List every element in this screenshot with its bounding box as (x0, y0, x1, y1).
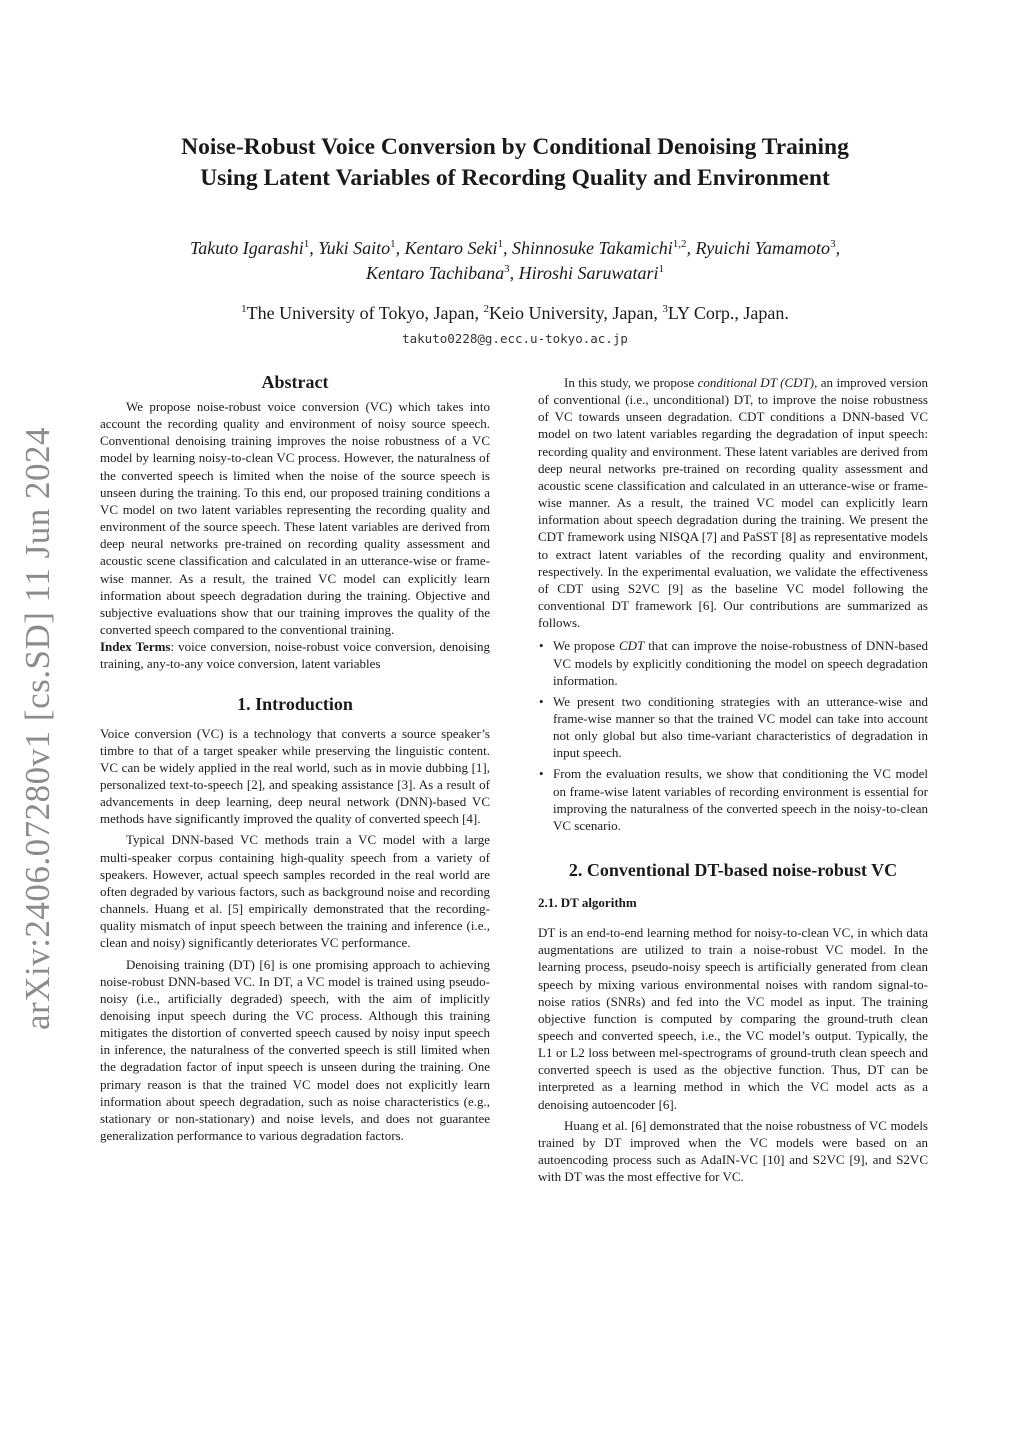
author-name: Ryuichi Yamamoto (695, 238, 831, 258)
author-affil-sup: 3 (504, 263, 510, 275)
text-run: We propose (553, 638, 619, 654)
author-name: Kentaro Tachibana (365, 263, 505, 283)
index-terms-label: Index Terms (100, 639, 171, 655)
affil-sup: 1 (241, 303, 247, 315)
list-item (538, 765, 928, 834)
author-separator: , (309, 238, 319, 258)
text-run: an improved version of conventional (i.e., unconditional) DT, to improve the noise robustness of VC towards unseen degradation. CDT conditions a DNN-based VC model on two latent variables regarding the degradation of input speech: recording quality and environment. These latent variables are derived from deep neural networks pre-trained on recording quality assessment and acoustic scene classification and calculated in an utterance-wise or frame-wise manner. As a result, the trained VC model can explicitly learn information about speech degradation during the training. We present the CDT framework using NISQA [7] and PaSST [8] as representative models to extract latent variables of the recording quality and environment, respectively. In the experimental evaluation, we validate the effectiveness of CDT using S2VC [9] as the baseline VC model following the conventional DT framework [6]. Our contributions are summarized as follows. (538, 375, 928, 631)
author-affil-sup: 1 (390, 238, 396, 250)
list-item (538, 637, 928, 688)
title-line-1: Noise-Robust Voice Conversion by Conditional Denoising Training (181, 134, 849, 160)
author-affil-sup: 1 (497, 238, 503, 250)
text-run: We present two conditioning strategies with an utterance-wise and frame-wise manner so that the trained VC model can take into account not only global but also time-variant characteristics of degradation in input speech. (553, 693, 928, 761)
bullet-icon: • (539, 766, 544, 782)
paper-title (100, 132, 930, 194)
intro-paragraph-3: Denoising training (DT) [6] is one promising approach to achieving noise-robust DNN-based VC. In DT, a VC model is trained using pseudo-noisy (i.e., artificially degraded) speech, with the aim of implicitly denoising input speech during the VC process. Although this training mitigates the distortion of converted speech caused by noisy input speech in inference, the naturalness of the converted speech is still limited when the degradation factor of input speech is unseen during the training. One primary reason is that the trained VC model does not explicitly learn information about speech degradation, such as noise characteristics (e.g., stationary or non-stationary) and noise levels, and does not guarantee generalization performance to various degradation factors. (100, 956, 490, 1144)
author-separator: , (395, 238, 405, 258)
author-separator: , (835, 238, 841, 258)
section-2-heading: 2. Conventional DT-based noise-robust VC (568, 860, 898, 881)
list-item (538, 693, 928, 762)
abstract-body: We propose noise-robust voice conversion (VC) which takes into account the recording quality and environment of noisy source speech. Conventional denoising training improves the noise robustness of a VC model by learning noisy-to-clean VC process. However, the naturalness of the converted speech is limited when the noise of the source speech is unseen during the training. To this end, our proposed training conditions a VC model on two latent variables representing the recording quality and environment of the source speech. These latent variables are derived from deep neural networks pre-trained on recording quality assessment and acoustic scene classification and calculated in an utterance-wise or frame-wise manner. As a result, the trained VC model can explicitly learn information about speech degradation during the training. Objective and subjective evaluations show that our training improves the quality of the converted speech compared to the conventional training. (100, 399, 490, 638)
section2-paragraph-1: DT is an end-to-end learning method for noisy-to-clean VC, in which data augmentations are utilized to train a noise-robust VC model. In the learning process, pseudo-noisy speech is artificially generated from clean speech by mixing various environmental noises with random signal-to-noise ratios (SNRs) and fed into the VC model as input. The training objective function is computed by comparing the ground-truth clean speech and converted speech, i.e., the VC model’s output. Typically, the L1 or L2 loss between mel-spectrograms of ground-truth clean speech and converted speech is used as the objective function. Thus, DT can be interpreted as a learning method in which the VC model acts as a denoising autoencoder [6]. (538, 925, 928, 1112)
section2-paragraph-2: Huang et al. [6] demonstrated that the noise robustness of VC models trained by DT improved when the VC models were based on an autoencoding process such as AdaIN-VC [10] and S2VC [9], and S2VC with DT was the most effective for VC. (538, 1117, 928, 1185)
section-1-heading: 1. Introduction (237, 693, 353, 714)
author-line-1 (100, 236, 930, 261)
text-run: In this study, we propose (564, 375, 698, 390)
affil-text: Keio University, Japan, (489, 303, 663, 323)
author-affil-sup: 1,2 (672, 238, 687, 250)
author-affil-sup: 1 (658, 263, 665, 275)
left-column (100, 370, 490, 1144)
bullet-icon: • (539, 693, 544, 709)
author-affil-sup: 3 (830, 238, 836, 250)
author-list (100, 236, 930, 286)
author-name: Hiroshi Saruwatari (518, 263, 659, 283)
intro-paragraph-1: Voice conversion (VC) is a technology that converts a source speaker’s timbre to that of a target speaker while preserving the linguistic content. VC can be widely applied in the real world, such as in movie dubbing [1], personalized text-to-speech [2], and speaking assistance [3]. As a result of advancements in deep learning, deep neural network (DNN)-based VC methods have significantly improved the quality of converted speech [4]. (100, 725, 490, 827)
author-name: Shinnosuke Takamichi (511, 238, 673, 258)
index-terms-text: : voice conversion, noise-robust voice conversion, denoising training, any-to-any voice conversion, latent variables (100, 639, 490, 672)
intro-paragraph-4 (538, 374, 928, 631)
contact-email[interactable]: takuto0228@g.ecc.u-tokyo.ac.jp (402, 331, 628, 346)
index-terms (100, 638, 490, 672)
author-name: Takuto Igarashi (189, 238, 304, 258)
subsection-2-1-heading: 2.1. DT algorithm (538, 895, 637, 911)
author-line-2 (100, 261, 930, 286)
abstract-heading: Abstract (261, 372, 329, 392)
cdt-term: CDT (618, 638, 645, 654)
right-column (538, 374, 928, 1185)
contributions-list (538, 637, 928, 834)
text-run: that can improve the noise-robustness of DNN-based VC models by explicitly conditioning the model on speech degradation information. (553, 638, 928, 688)
author-affil-sup: 1 (303, 238, 310, 250)
bullet-icon: • (539, 638, 544, 654)
affil-sup: 2 (483, 303, 490, 315)
affil-text: LY Corp., Japan. (667, 303, 789, 323)
author-separator: , (686, 238, 696, 258)
affil-sup: 3 (662, 303, 668, 315)
text-run: From the evaluation results, we show that conditioning the VC model on frame-wise latent variables of recording environment is essential for improving the naturalness of the converted speech in the noisy-to-clean VC scenario. (553, 766, 928, 833)
intro-paragraph-2: Typical DNN-based VC methods train a VC model with a large multi-speaker corpus containing high-quality speech from a variety of speakers. However, actual speech samples recorded in the real world are often degraded by various factors, such as background noise and recording channels. Huang et al. [5] empirically demonstrated that the recording-quality mismatch of input speech between the training and inference (i.e., clean and noisy) significantly deteriorates VC performance. (100, 832, 490, 951)
author-name: Yuki Saito (318, 238, 391, 258)
arxiv-identifier: arXiv:2406.07280v1 [cs.SD] 11 Jun 2024 (18, 427, 57, 1030)
title-line-2: Using Latent Variables of Recording Quality and Environment (200, 165, 830, 191)
author-name: Kentaro Seki (404, 238, 498, 258)
affil-text: The University of Tokyo, Japan, (246, 303, 484, 323)
affiliations (100, 301, 930, 325)
author-separator: , (502, 238, 512, 258)
cdt-term: conditional DT (CDT), (697, 375, 818, 390)
author-separator: , (509, 263, 519, 283)
